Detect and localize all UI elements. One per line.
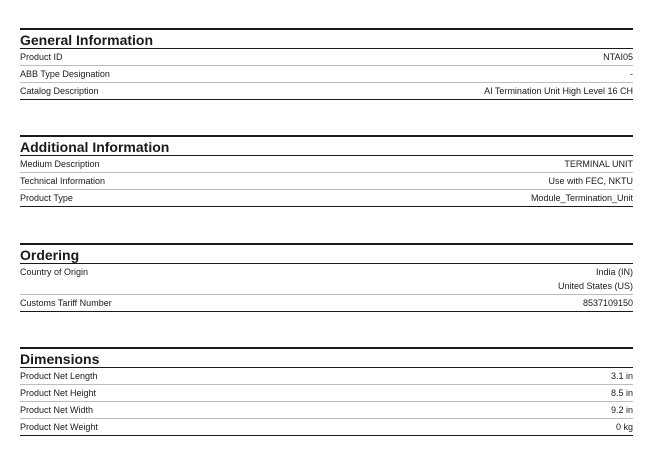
row-value: 3.1 in — [610, 371, 633, 381]
row-label: Product Net Width — [20, 405, 94, 415]
table-row — [20, 66, 633, 83]
table-row — [20, 419, 633, 436]
section-rows — [20, 156, 633, 207]
row-value: 8537109150 — [582, 298, 633, 308]
table-row — [20, 402, 633, 419]
row-value: AI Termination Unit High Level 16 CH — [484, 86, 633, 96]
table-row — [20, 83, 633, 100]
row-label: Product Net Weight — [20, 422, 98, 432]
row-value: NTAI05 — [603, 52, 633, 62]
table-row — [20, 156, 633, 173]
table-row — [20, 368, 633, 385]
row-label: ABB Type Designation — [20, 69, 110, 79]
row-label: Country of Origin — [20, 267, 89, 277]
section-title: Ordering — [20, 243, 633, 264]
row-value: TERMINAL UNIT — [564, 159, 633, 169]
section-title: Additional Information — [20, 135, 633, 156]
table-row — [20, 173, 633, 190]
row-label: Medium Description — [20, 159, 100, 169]
row-value: - — [630, 69, 633, 79]
table-row — [20, 49, 633, 66]
row-value: Use with FEC, NKTU — [548, 176, 633, 186]
row-label: Customs Tariff Number — [20, 298, 112, 308]
table-row — [20, 295, 633, 312]
section-general-information — [20, 28, 633, 100]
section-rows — [20, 49, 633, 100]
row-label: Product Net Length — [20, 371, 98, 381]
section-title: General Information — [20, 28, 633, 49]
row-label: Technical Information — [20, 176, 106, 186]
section-rows — [20, 368, 633, 436]
table-row — [20, 190, 633, 207]
section-additional-information — [20, 135, 633, 207]
row-value-line: United States (US) — [557, 281, 633, 291]
section-ordering — [20, 243, 633, 312]
row-value: Module_Termination_Unit — [530, 193, 633, 203]
table-row — [20, 385, 633, 402]
row-label: Product Net Height — [20, 388, 97, 398]
row-label: Product ID — [20, 52, 63, 62]
row-value-line: India (IN) — [595, 267, 633, 277]
table-row — [20, 264, 633, 295]
row-value — [88, 265, 633, 293]
section-dimensions — [20, 347, 633, 436]
section-title: Dimensions — [20, 347, 633, 368]
row-value: 9.2 in — [610, 405, 633, 415]
row-value: 0 kg — [615, 422, 633, 432]
section-rows — [20, 264, 633, 312]
row-value: 8.5 in — [610, 388, 633, 398]
row-label: Product Type — [20, 193, 73, 203]
row-label: Catalog Description — [20, 86, 99, 96]
